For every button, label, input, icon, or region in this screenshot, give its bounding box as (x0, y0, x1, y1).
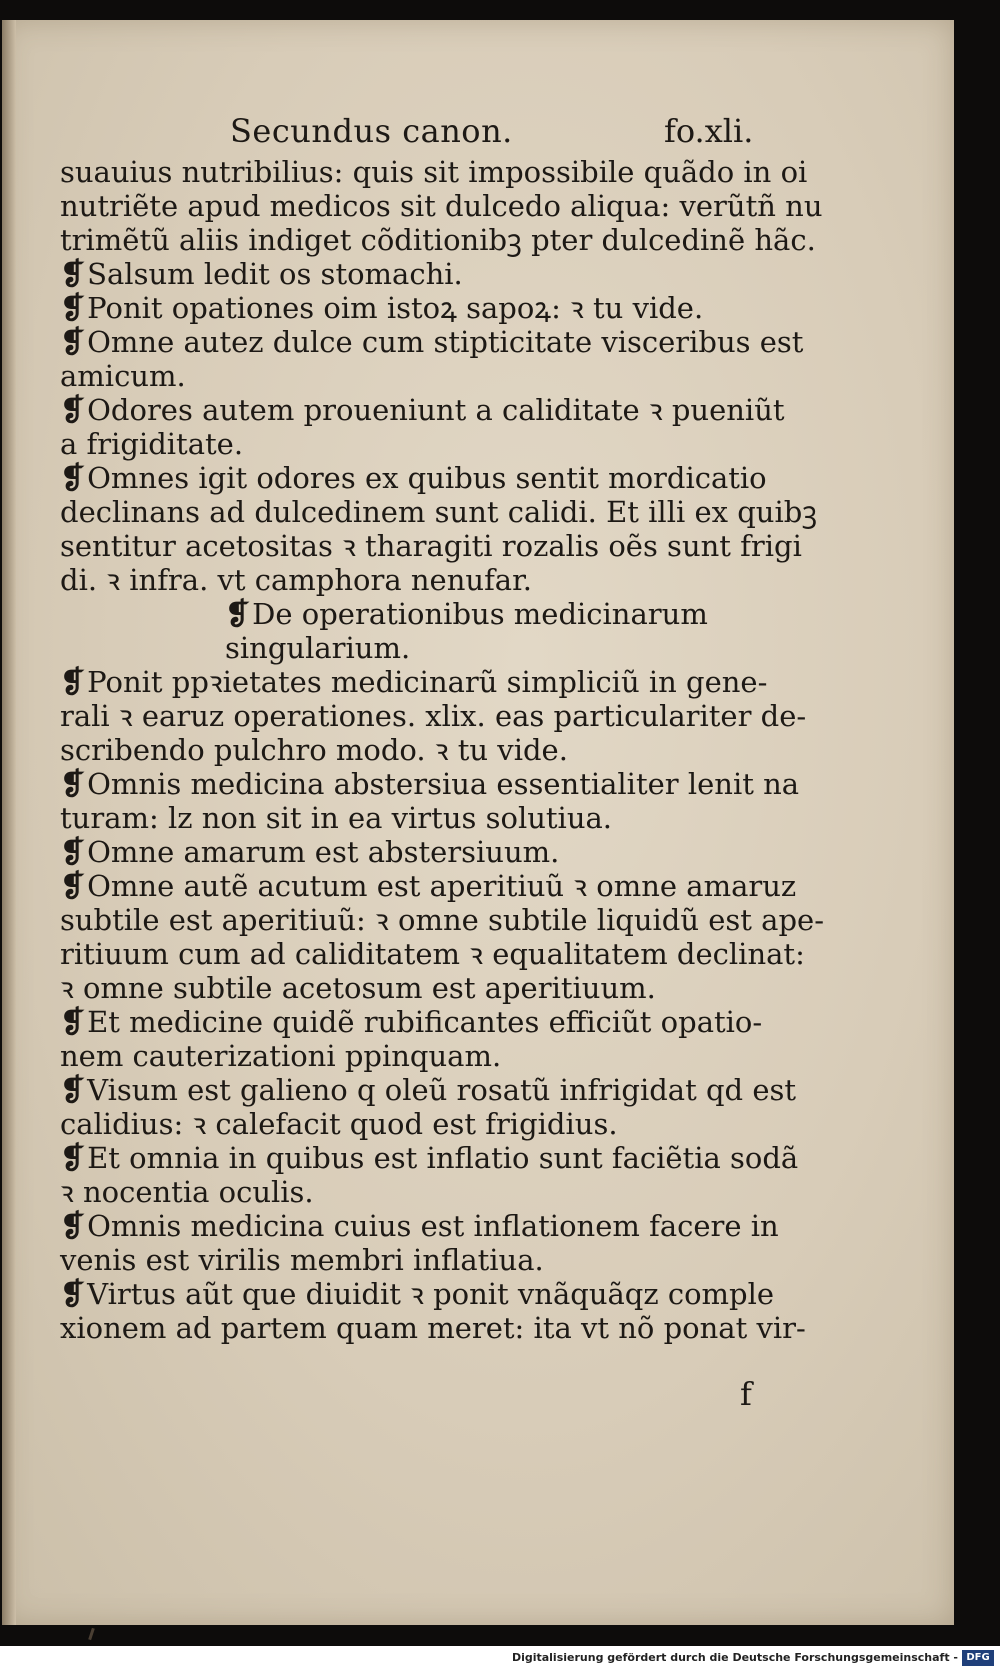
text-line (60, 1039, 860, 1073)
text-line (60, 1107, 860, 1141)
line-text: declinans ad dulcedinem sunt calidi. Et illi ex quibꝫ (60, 495, 818, 529)
line-text: Omne autez dulce cum stipticitate visceribus est (87, 325, 804, 359)
text-line (60, 529, 860, 563)
line-text: sentitur acetositas ꝛ tharagiti rozalis oẽs sunt frigi (60, 529, 802, 563)
paragraph-mark: ❡ (60, 1073, 86, 1108)
dfg-logo: DFG (962, 1650, 994, 1666)
text-line (60, 665, 860, 699)
text-line (60, 291, 860, 325)
line-text: Omnis medicina abstersiua essentialiter lenit na (87, 767, 800, 801)
line-text: suauius nutribilius: quis sit impossibile quãdo in oi (60, 155, 808, 189)
line-text: singularium. (225, 631, 411, 665)
paragraph-mark: ❡ (60, 291, 86, 326)
paragraph-mark: ❡ (60, 1209, 86, 1244)
text-line (60, 869, 860, 903)
text-line (60, 189, 860, 223)
paragraph-mark: ❡ (60, 835, 86, 870)
footer-credit: Digitalisierung gefördert durch die Deutsche Forschungsgemeinschaft - (511, 1651, 958, 1664)
text-line (60, 971, 860, 1005)
running-head: Secundus canon. (230, 112, 513, 150)
text-line (60, 461, 860, 495)
ink-speck (88, 1628, 95, 1640)
text-line (60, 801, 860, 835)
paragraph-mark: ❡ (60, 1277, 86, 1312)
line-text: Omnis medicina cuius est inflationem facere in (87, 1209, 779, 1243)
text-line (60, 359, 860, 393)
text-line (60, 1277, 860, 1311)
text-line (60, 563, 860, 597)
text-line (60, 155, 860, 189)
section-heading-line (60, 597, 860, 631)
paragraph-mark: ❡ (60, 325, 86, 360)
line-text: De operationibus medicinarum (252, 597, 708, 631)
text-line (60, 835, 860, 869)
line-text: nem cauterizationi ppinquam. (60, 1039, 502, 1073)
paragraph-mark: ❡ (225, 597, 251, 632)
paragraph-mark: ❡ (60, 767, 86, 802)
paragraph-mark: ❡ (60, 665, 86, 700)
line-text: Virtus aũt que diuidit ꝛ ponit vnãquãqz comple (87, 1277, 775, 1311)
line-text: nutriẽte apud medicos sit dulcedo aliqua: verũtñ nu (60, 189, 823, 223)
text-line (60, 325, 860, 359)
text-line (60, 1073, 860, 1107)
text-line (60, 1243, 860, 1277)
page-gutter-shadow (2, 20, 16, 1625)
line-text: subtile est aperitiuũ: ꝛ omne subtile liquidũ est ape- (60, 903, 824, 937)
line-text: venis est virilis membri inflatiua. (60, 1243, 544, 1277)
paragraph-mark: ❡ (60, 461, 86, 496)
line-text: xionem ad partem quam meret: ita vt nõ ponat vir- (60, 1311, 806, 1345)
line-text: a frigiditate. (60, 427, 244, 461)
folio-number: fo.xli. (664, 112, 754, 150)
text-line (60, 1175, 860, 1209)
line-text: trimẽtũ aliis indiget cõditionibꝫ pter dulcedinẽ hãc. (60, 223, 816, 257)
line-text: Et omnia in quibus est inflatio sunt faciẽtia sodã (87, 1141, 799, 1175)
paragraph-mark: ❡ (60, 869, 86, 904)
line-text: Et medicine quidẽ rubificantes efficiũt opatio- (87, 1005, 763, 1039)
paragraph-mark: ❡ (60, 1005, 86, 1040)
line-text: Visum est galieno q oleũ rosatũ infrigidat qd est (87, 1073, 797, 1107)
text-line (60, 257, 860, 291)
text-line (60, 1311, 860, 1345)
book-page (2, 20, 954, 1625)
section-heading-line (60, 631, 860, 665)
text-line (60, 1141, 860, 1175)
line-text: Ponit opationes oim istoꝝ sapoꝝ: ꝛ tu vide. (87, 291, 704, 325)
signature-mark: f (740, 1375, 752, 1413)
text-line (60, 1005, 860, 1039)
text-line (60, 937, 860, 971)
line-text: ritiuum cum ad caliditatem ꝛ equalitatem declinat: (60, 937, 805, 971)
line-text: Odores autem proueniunt a caliditate ꝛ pueniũt (87, 393, 785, 427)
line-text: turam: lz non sit in ea virtus solutiua. (60, 801, 613, 835)
text-line (60, 393, 860, 427)
line-text: rali ꝛ earuz operationes. xlix. eas particulariter de- (60, 699, 807, 733)
line-text: Omnes igit odores ex quibus sentit mordicatio (87, 461, 767, 495)
line-text: di. ꝛ infra. vt camphora nenufar. (60, 563, 532, 597)
text-line (60, 903, 860, 937)
line-text: Omne amarum est abstersiuum. (87, 835, 560, 869)
footer-bar (0, 1646, 1000, 1672)
line-text: scribendo pulchro modo. ꝛ tu vide. (60, 733, 568, 767)
text-line (60, 223, 860, 257)
line-text: ꝛ nocentia oculis. (60, 1175, 314, 1209)
text-line (60, 699, 860, 733)
text-line (60, 1209, 860, 1243)
text-line (60, 733, 860, 767)
paragraph-mark: ❡ (60, 1141, 86, 1176)
paragraph-mark: ❡ (60, 257, 86, 292)
line-text: Ponit ppꝛietates medicinarũ simpliciũ in gene- (87, 665, 768, 699)
line-text: amicum. (60, 359, 186, 393)
text-line (60, 767, 860, 801)
line-text: Salsum ledit os stomachi. (87, 257, 463, 291)
text-line (60, 427, 860, 461)
text-block (60, 155, 860, 1345)
line-text: ꝛ omne subtile acetosum est aperitiuum. (60, 971, 656, 1005)
line-text: Omne autẽ acutum est aperitiuũ ꝛ omne amaruz (87, 869, 797, 903)
text-line (60, 495, 860, 529)
line-text: calidius: ꝛ calefacit quod est frigidius. (60, 1107, 618, 1141)
paragraph-mark: ❡ (60, 393, 86, 428)
